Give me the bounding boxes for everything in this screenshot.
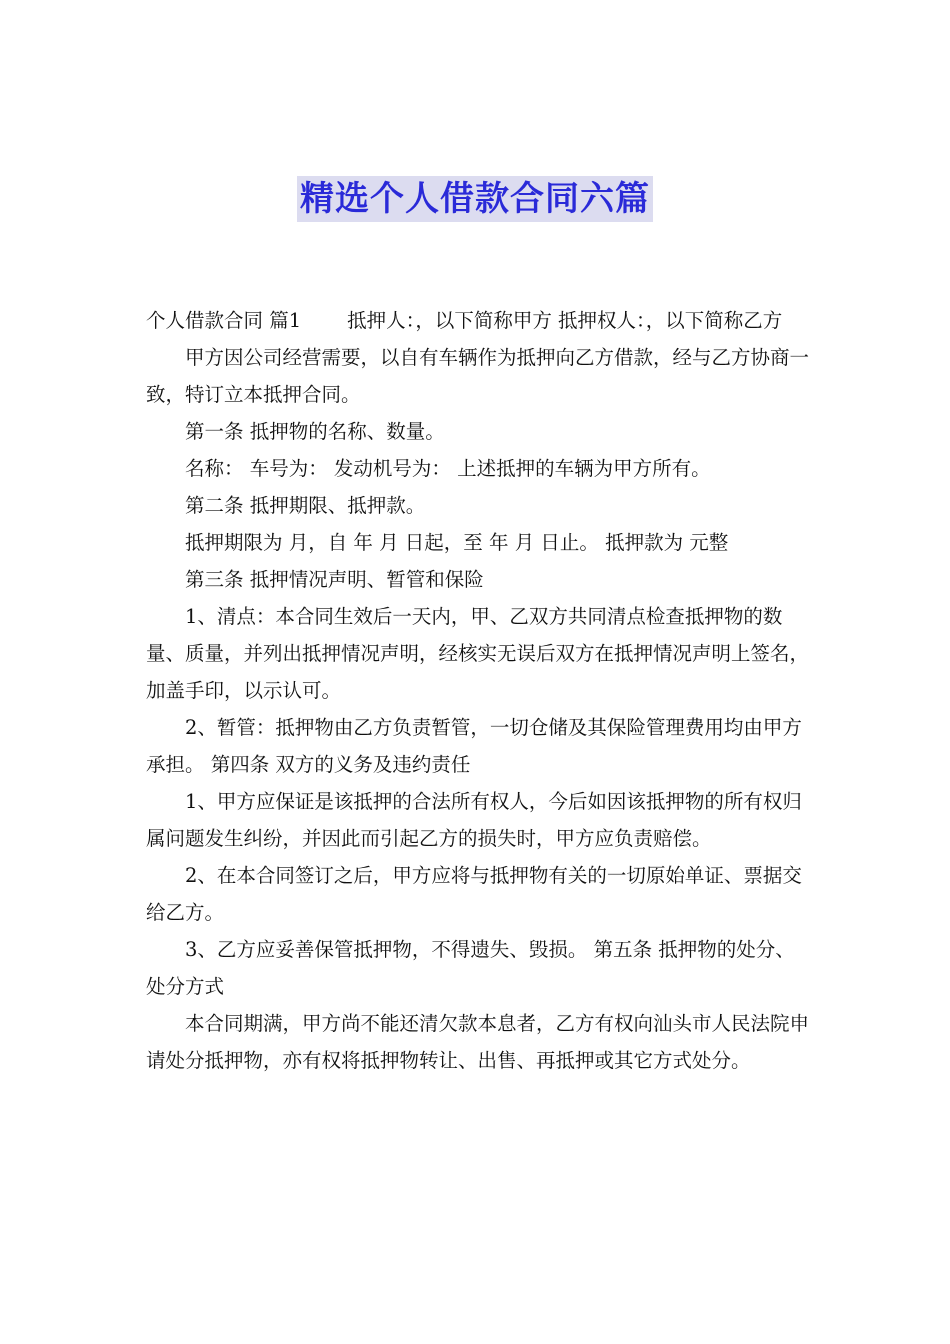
paragraph: 名称： 车号为： 发动机号为： 上述抵押的车辆为甲方所有。 xyxy=(185,457,711,480)
document-title: 精选个人借款合同六篇 xyxy=(297,176,653,222)
paragraph: 第三条 抵押情况声明、暂管和保险 xyxy=(185,568,484,591)
paragraph: 1、清点：本合同生效后一天内，甲、乙双方共同清点检查抵押物的数量、质量，并列出抵押情况声明，经核实无误后双方在抵押情况声明上签名，加盖手印，以示认可。 xyxy=(146,605,810,702)
paragraph: 2、在本合同签订之后，甲方应将与抵押物有关的一切原始单证、票据交给乙方。 xyxy=(146,864,802,924)
contract-heading: 个人借款合同 篇1 xyxy=(146,309,302,332)
paragraph: 第二条 抵押期限、抵押款。 xyxy=(185,494,426,517)
paragraph: 1、甲方应保证是该抵押的合法所有权人，今后如因该抵押物的所有权归属问题发生纠纷，并因此而引起乙方的损失时，甲方应负责赔偿。 xyxy=(146,790,802,850)
paragraph: 3、乙方应妥善保管抵押物，不得遗失、毁损。 第五条 抵押物的处分、处分方式 xyxy=(146,938,795,998)
paragraph: 本合同期满，甲方尚不能还清欠款本息者，乙方有权向汕头市人民法院申请处分抵押物，亦有权将抵押物转让、出售、再抵押或其它方式处分。 xyxy=(146,1012,810,1072)
intro-text: 抵押人：，以下简称甲方 抵押权人：，以下简称乙方 xyxy=(347,309,783,332)
title-area xyxy=(0,176,950,222)
document-body xyxy=(146,302,810,1079)
intro-paragraph xyxy=(146,302,810,339)
paragraph: 抵押期限为 月，自 年 月 日起，至 年 月 日止。 抵押款为 元整 xyxy=(185,531,729,554)
paragraph: 第一条 抵押物的名称、数量。 xyxy=(185,420,445,443)
paragraph: 2、暂管：抵押物由乙方负责暂管，一切仓储及其保险管理费用均由甲方承担。 第四条 双方的义务及违约责任 xyxy=(146,716,802,776)
paragraph: 甲方因公司经营需要，以自有车辆作为抵押向乙方借款，经与乙方协商一致，特订立本抵押合同。 xyxy=(146,346,810,406)
